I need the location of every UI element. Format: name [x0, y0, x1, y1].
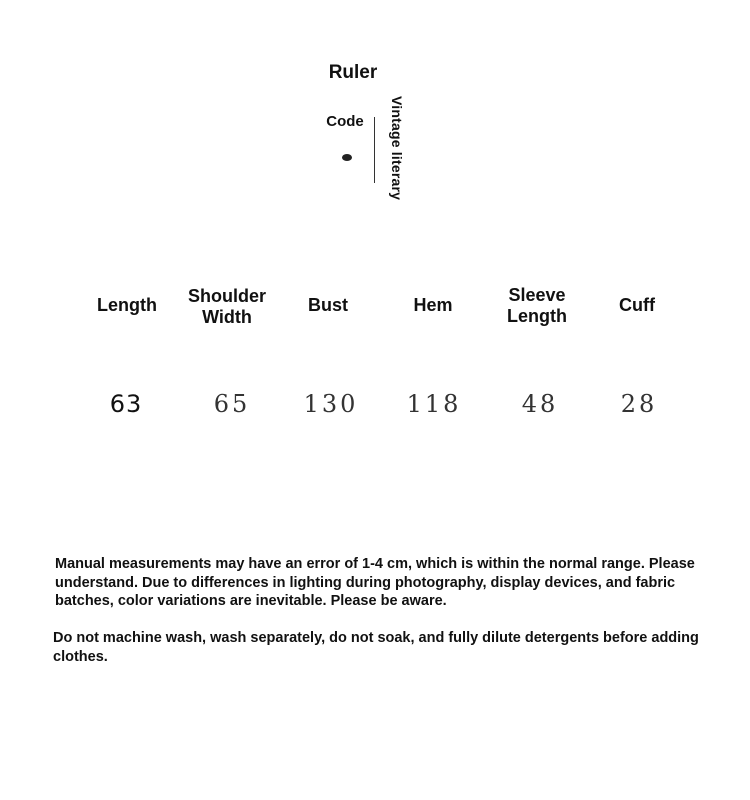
code-label: Code — [326, 113, 364, 130]
divider — [374, 117, 375, 183]
measurement-note: Manual measurements may have an error of 1-4 cm, which is within the normal range. Please understand. Due to differences in lighting during photography, display devices, and fabric batches, color variations are inevitable. Please be aware. — [55, 556, 695, 609]
header-sleeve-length — [482, 285, 592, 327]
page-title: Ruler — [328, 62, 378, 83]
header-sleeve-length-line2: Length — [507, 306, 567, 326]
value-shoulder-width: 65 — [213, 390, 251, 418]
header-sleeve-length-line1: Sleeve — [508, 285, 566, 305]
header-shoulder-width — [172, 286, 282, 328]
value-sleeve-length: 48 — [521, 390, 559, 418]
dot-icon — [342, 154, 352, 161]
value-hem: 118 — [406, 390, 462, 418]
care-note: Do not machine wash, wash separately, do not soak, and fully dilute detergents before adding clothes. — [53, 630, 699, 665]
value-length: 63 — [109, 390, 143, 418]
header-bust: Bust — [308, 295, 348, 315]
value-cuff: 28 — [620, 390, 658, 418]
header-length: Length — [97, 295, 157, 315]
header-hem: Hem — [413, 295, 453, 315]
style-label: Vintage literary — [389, 96, 405, 201]
header-shoulder-width-line2: Width — [202, 307, 252, 327]
value-bust: 130 — [303, 390, 359, 418]
header-cuff: Cuff — [619, 295, 655, 315]
header-shoulder-width-line1: Shoulder — [187, 286, 266, 306]
